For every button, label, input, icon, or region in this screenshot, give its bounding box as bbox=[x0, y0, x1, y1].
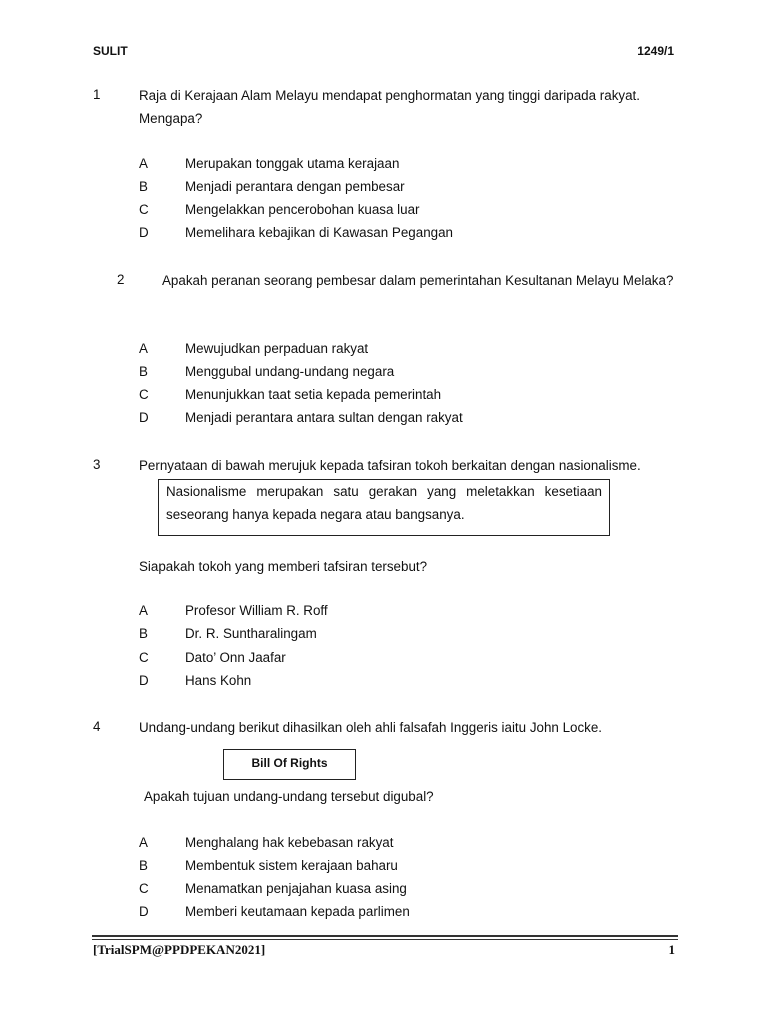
option-text: Merupakan tonggak utama kerajaan bbox=[185, 156, 400, 171]
law-title: Bill Of Rights bbox=[251, 756, 328, 770]
option-text: Menamatkan penjajahan kuasa asing bbox=[185, 881, 407, 896]
question-text: Apakah peranan seorang pembesar dalam pemerintahan Kesultanan Melayu Melaka? bbox=[162, 273, 674, 288]
option-text: Profesor William R. Roff bbox=[185, 603, 328, 618]
option-text: Memelihara kebajikan di Kawasan Pegangan bbox=[185, 225, 453, 240]
footer-rule bbox=[92, 935, 678, 937]
option-text: Menggubal undang-undang negara bbox=[185, 364, 395, 379]
option-text: Mengelakkan pencerobohan kuasa luar bbox=[185, 202, 420, 217]
option-letter: C bbox=[139, 387, 149, 402]
option-text: Memberi keutamaan kepada parlimen bbox=[185, 904, 410, 919]
header-left: SULIT bbox=[93, 44, 128, 58]
option-letter: B bbox=[139, 364, 148, 379]
question-text: Undang-undang berikut dihasilkan oleh ahli falsafah Inggeris iaitu John Locke. bbox=[139, 720, 603, 735]
option-text: Menjadi perantara dengan pembesar bbox=[185, 179, 405, 194]
option-letter: D bbox=[139, 225, 149, 240]
option-text: Membentuk sistem kerajaan baharu bbox=[185, 858, 398, 873]
question-number: 2 bbox=[117, 272, 125, 287]
option-text: Hans Kohn bbox=[185, 673, 252, 688]
option-text: Mewujudkan perpaduan rakyat bbox=[185, 341, 369, 356]
option-letter: C bbox=[139, 650, 149, 665]
option-letter: D bbox=[139, 410, 149, 425]
option-letter: B bbox=[139, 179, 148, 194]
option-letter: B bbox=[139, 858, 148, 873]
question-prompt: Siapakah tokoh yang memberi tafsiran tersebut? bbox=[139, 559, 428, 574]
option-text: Menjadi perantara antara sultan dengan rakyat bbox=[185, 410, 463, 425]
question-prompt: Apakah tujuan undang-undang tersebut digubal? bbox=[144, 789, 434, 804]
option-text: Dato’ Onn Jaafar bbox=[185, 650, 286, 665]
question-text: Pernyataan di bawah merujuk kepada tafsiran tokoh berkaitan dengan nasionalisme. bbox=[139, 458, 641, 473]
option-letter: A bbox=[139, 156, 148, 171]
page-number: 1 bbox=[668, 942, 675, 957]
option-text: Menghalang hak kebebasan rakyat bbox=[185, 835, 394, 850]
question-text: Raja di Kerajaan Alam Melayu mendapat penghormatan yang tinggi daripada rakyat. Mengapa? bbox=[139, 88, 640, 126]
option-letter: B bbox=[139, 626, 148, 641]
option-text: Menunjukkan taat setia kepada pemerintah bbox=[185, 387, 442, 402]
option-letter: A bbox=[139, 341, 148, 356]
law-title-box bbox=[223, 749, 356, 780]
footer-left: [TrialSPM@PPDPEKAN2021] bbox=[93, 942, 266, 957]
statement-box bbox=[158, 479, 610, 536]
footer-rule-thin bbox=[92, 939, 678, 940]
option-letter: A bbox=[139, 603, 148, 618]
option-letter: D bbox=[139, 904, 149, 919]
option-letter: A bbox=[139, 835, 148, 850]
option-letter: C bbox=[139, 881, 149, 896]
question-number: 4 bbox=[93, 719, 101, 734]
question-number: 3 bbox=[93, 457, 101, 472]
statement-text: Nasionalisme merupakan satu gerakan yang meletakkan kesetiaan seseorang hanya kepada negara atau bangsanya. bbox=[166, 484, 602, 522]
header-right: 1249/1 bbox=[637, 44, 674, 58]
option-letter: C bbox=[139, 202, 149, 217]
option-text: Dr. R. Suntharalingam bbox=[185, 626, 317, 641]
option-letter: D bbox=[139, 673, 149, 688]
question-number: 1 bbox=[93, 87, 101, 102]
